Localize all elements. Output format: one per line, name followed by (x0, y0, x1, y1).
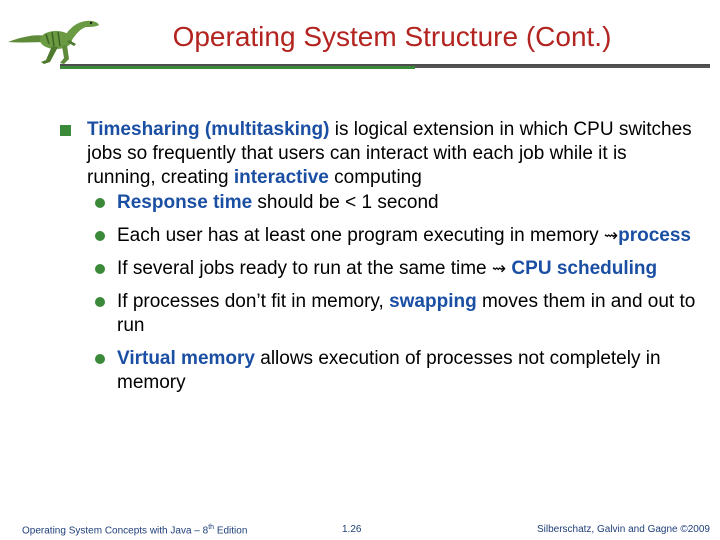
sub-bullet-text: Each user has at least one program executing in memory (117, 225, 604, 246)
sub-bullet-text: If several jobs ready to run at the same time (117, 258, 492, 279)
keyword-cpu-scheduling: CPU scheduling (506, 258, 658, 279)
footer-copyright: Silberschatz, Galvin and Gagne ©2009 (536, 524, 710, 535)
round-bullet-icon (95, 198, 105, 208)
keyword-timesharing: Timesharing (multitasking) (87, 119, 330, 140)
sub-bullet-text: allows execution of processes not completely in memory (117, 348, 661, 393)
slide-body (58, 118, 698, 404)
slide-title: Operating System Structure (Cont.) (172, 21, 612, 52)
square-bullet-icon (60, 125, 71, 136)
round-bullet-icon (95, 231, 105, 241)
sub-bullet-text: If processes don’t fit in memory, (117, 291, 390, 312)
keyword-swapping: swapping (389, 291, 477, 312)
round-bullet-icon (95, 264, 105, 274)
footer-edition: Edition (214, 525, 248, 537)
dinosaur-logo-icon (6, 12, 102, 68)
sub-bullet-list (58, 191, 698, 395)
squiggle-arrow-icon: ⇝ (491, 259, 507, 279)
title-divider-accent (60, 66, 415, 69)
sub-bullet-response-time (58, 191, 698, 215)
keyword-interactive: interactive (233, 167, 329, 188)
sub-bullet-virtual-memory (58, 347, 698, 395)
sub-bullet-text: should be < 1 second (252, 192, 439, 213)
round-bullet-icon (95, 297, 105, 307)
main-bullet-text: is logical extension in which CPU switches jobs so frequently that users can interact with each job while it is running, creating (87, 119, 692, 188)
sub-bullet-swapping (58, 290, 698, 338)
round-bullet-icon (95, 354, 105, 364)
squiggle-arrow-icon: ⇝ (603, 226, 619, 246)
sub-bullet-cpu-scheduling (58, 257, 698, 281)
title-divider-tail (415, 66, 710, 68)
main-bullet (58, 118, 698, 190)
keyword-virtual-memory: Virtual memory (117, 348, 255, 369)
keyword-process: process (618, 225, 691, 246)
sub-bullet-text-end: moves them in and out to run (117, 291, 696, 336)
footer-book-title (22, 524, 247, 536)
footer-page-number: 1.26 (342, 524, 362, 535)
footer-book-title-text: Operating System Concepts with Java – 8 (22, 525, 209, 537)
main-bullet-text-end: computing (328, 167, 422, 188)
sub-bullet-process (58, 224, 698, 248)
keyword-response-time: Response time (117, 192, 253, 213)
footer-superscript: th (208, 524, 215, 531)
